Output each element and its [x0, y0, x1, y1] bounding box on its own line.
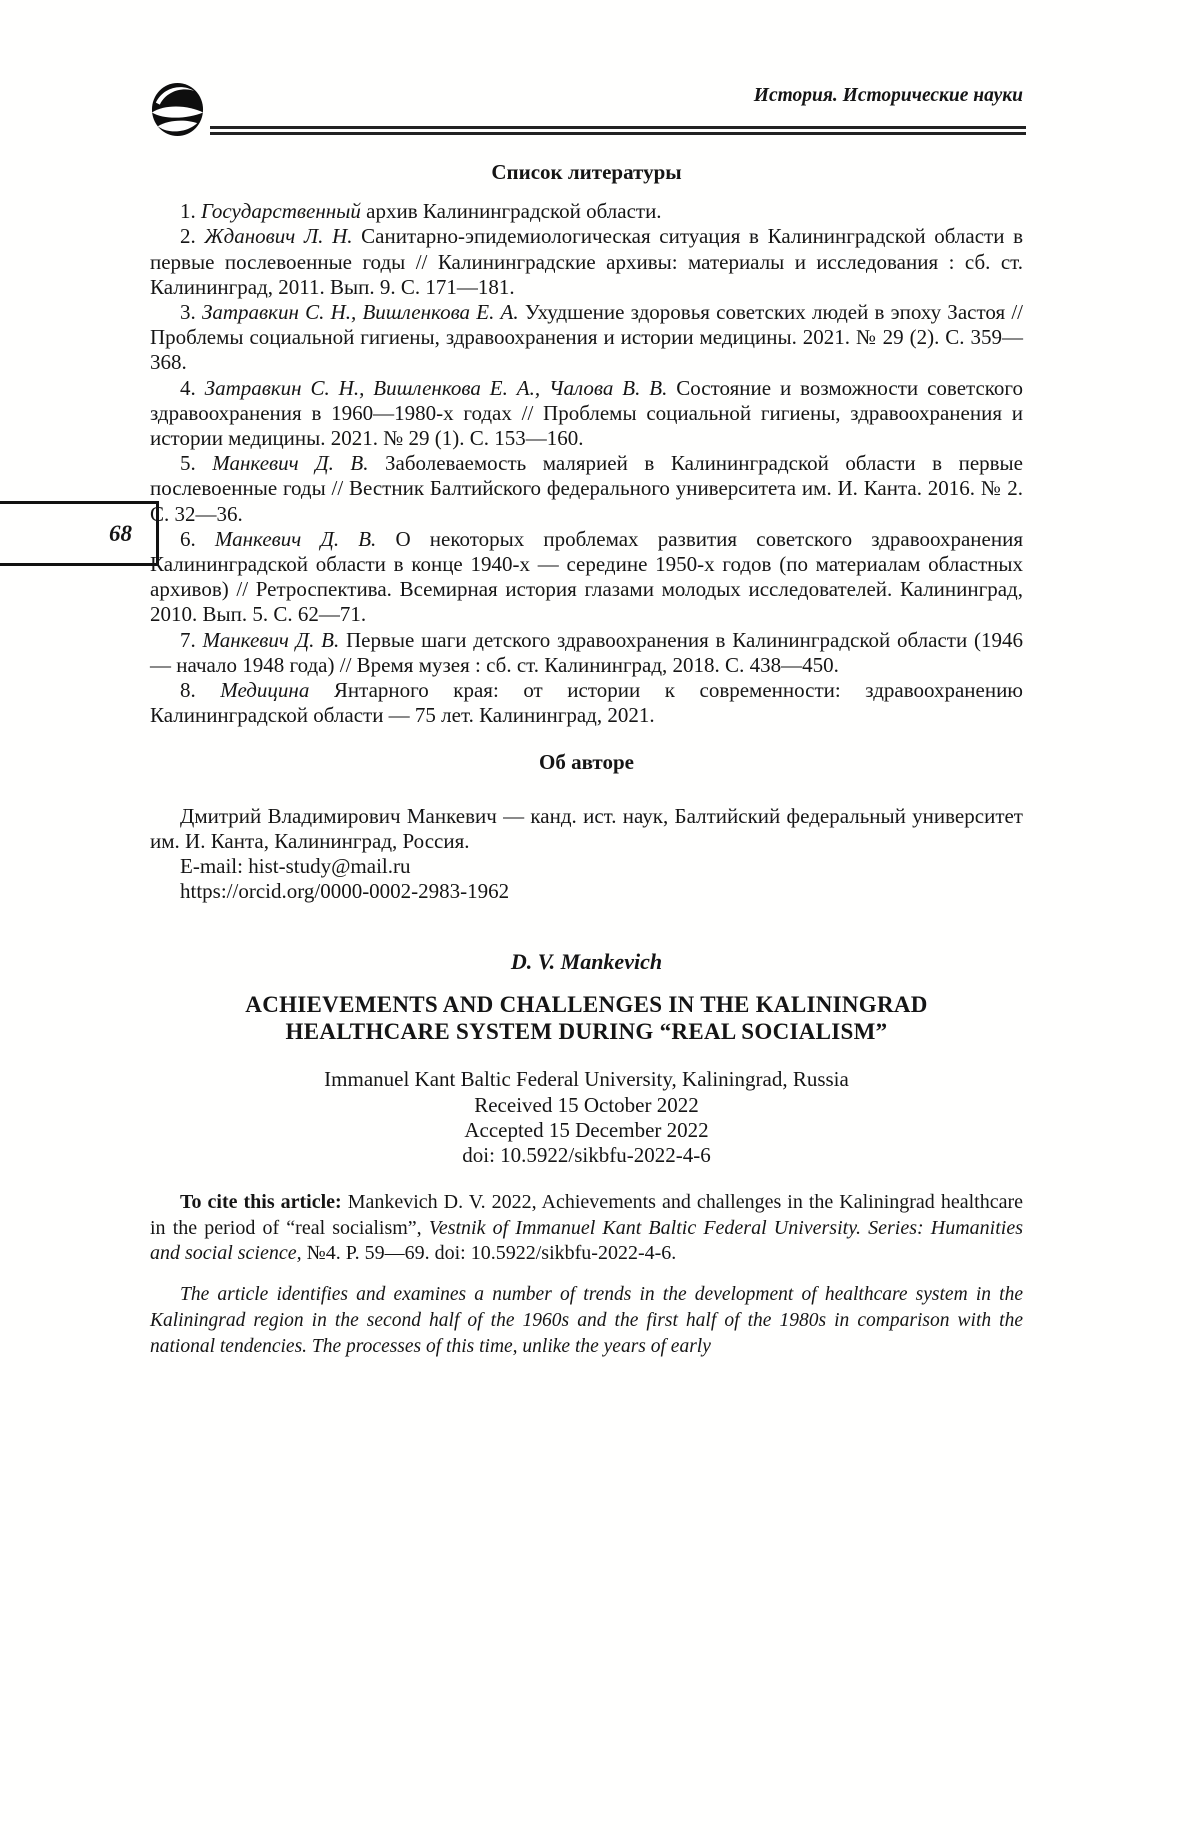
university-emblem-icon [149, 82, 206, 137]
reference-list [150, 199, 1023, 728]
reference-authors: Манкевич Д. В. [214, 526, 396, 551]
author-bio: Дмитрий Владимирович Манкевич — канд. ист. наук, Балтийский федеральный университет им. И. Канта, Калининград, Россия. [150, 803, 1023, 853]
reference-authors: Манкевич Д. В. [202, 627, 346, 652]
reference-text: О некоторых проблемах развития советского здравоохранения Калининградской области в конце 1940-х — середине 1950-х годов (по материалам областных архивов) // Ретроспектива. Всемирная история глазами молодых исследователей. Калининград, 2010. Вып. 5. С. 62—71. [150, 526, 1023, 627]
page-number-box [0, 501, 159, 566]
about-author-heading: Об авторе [539, 750, 634, 775]
accepted-date: Accepted 15 December 2022 [464, 1117, 709, 1142]
reference-item [150, 224, 1023, 300]
reference-authors: Манкевич Д. В. [212, 451, 385, 476]
reference-text: Заболеваемость малярией в Калининградской области в первые послевоенные годы // Вестник Балтийского федерального университета им. И. Канта. 2016. № 2. С. 32—36. [150, 451, 1023, 526]
citation-journal: Vestnik of Immanuel Kant Baltic Federal University. Series: Humanities and social science, [150, 1216, 1023, 1264]
citation-paragraph [150, 1190, 1023, 1266]
reference-text: Ухудшение здоровья советских людей в эпоху Застоя // Проблемы социальной гигиены, здравоохранения и истории медицины. 2021. № 29 (2). С. 359—368. [150, 300, 1024, 375]
reference-item [150, 376, 1023, 452]
reference-authors: Жданович Л. Н. [204, 224, 362, 249]
header-double-rule [210, 126, 1026, 135]
reference-authors: Медицина [220, 678, 334, 703]
received-date: Received 15 October 2022 [474, 1092, 699, 1117]
reference-number: 8. [180, 678, 221, 703]
page-number: 68 [109, 520, 132, 546]
journal-section-title: История. Исторические науки [753, 85, 1023, 106]
reference-text: Первые шаги детского здравоохранения в Калининградской области (1946 — начало 1948 года) // Время музея : сб. ст. Калининград, 2018. С. 438—450. [150, 627, 1024, 677]
reference-authors: Затравкин С. Н., Вишленкова Е. А., Чалова В. В. [204, 375, 677, 400]
reference-authors: Государственный [201, 199, 367, 224]
reference-item [150, 451, 1023, 527]
author-orcid: https://orcid.org/0000-0002-2983-1962 [180, 879, 510, 904]
reference-text: Янтарного края: от истории к современности: здравоохранению Калининградской области — 75 лет. Калининград, 2021. [150, 678, 1023, 728]
reference-text: Санитарно-эпидемиологическая ситуация в Калининградской области в первые послевоенные годы // Калининградские архивы: материалы и исследования : сб. ст. Калининград, 2011. Вып. 9. С. 171—181. [150, 224, 1024, 299]
citation-text: Mankevich D. V. 2022, Achievements and challenges in the Kaliningrad healthcare in the period of “real socialism”, [150, 1191, 1023, 1239]
doi: doi: 10.5922/sikbfu-2022-4-6 [462, 1143, 711, 1168]
content-column [150, 160, 1023, 1360]
article-title-english: ACHIEVEMENTS AND CHALLENGES IN THE KALININGRAD HEALTHCARE SYSTEM DURING “REAL SOCIALISM” [245, 992, 928, 1045]
reference-item [150, 527, 1023, 628]
citation-label: To cite this article: [180, 1191, 348, 1214]
citation-pages: №4. P. 59—69. doi: 10.5922/sikbfu-2022-4-6. [306, 1241, 677, 1264]
affiliation: Immanuel Kant Baltic Federal University, Kaliningrad, Russia [324, 1067, 849, 1092]
bibliography-heading: Список литературы [491, 160, 682, 184]
reference-text: Состояние и возможности советского здравоохранения в 1960—1980-х годах // Проблемы социальной гигиены, здравоохранения и истории медицины. 2021. № 29 (1). С. 153—160. [150, 375, 1023, 451]
reference-text: архив Калининградской области. [366, 199, 662, 224]
reference-number: 5. [180, 451, 213, 476]
reference-item [150, 300, 1023, 376]
reference-item [150, 199, 1023, 224]
reference-number: 2. [180, 224, 205, 249]
reference-number: 1. [180, 199, 201, 224]
article-meta [150, 1067, 1023, 1168]
reference-number: 7. [180, 627, 203, 652]
abstract-paragraph: The article identifies and examines a number of trends in the development of healthcare system in the Kaliningrad region in the second half of the 1960s and the first half of the 1980s in comparison with the national tendencies. The processes of this time, unlike the years of early [150, 1283, 1023, 1357]
author-email: E-mail: hist-study@mail.ru [180, 854, 411, 879]
reference-item [150, 678, 1023, 728]
reference-item [150, 628, 1023, 678]
reference-number: 4. [180, 375, 205, 400]
reference-number: 6. [180, 526, 215, 551]
reference-authors: Затравкин С. Н., Вишленкова Е. А. [201, 300, 525, 325]
english-author-name: D. V. Mankevich [510, 949, 663, 975]
reference-number: 3. [180, 300, 202, 325]
